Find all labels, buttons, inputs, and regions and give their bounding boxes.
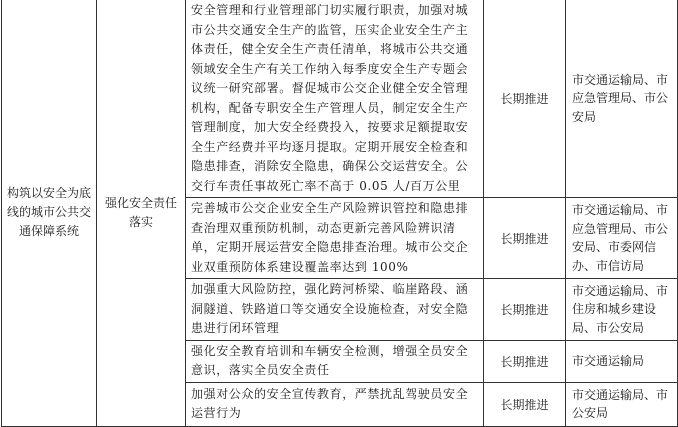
departments-cell: 市交通运输局、市应急管理局、市公安局、市委网信办、市信访局 xyxy=(566,198,678,279)
task-cell: 加强重大风险防控，强化跨河桥梁、临崖路段、涵洞隧道、铁路道口等交通安全设施检查，对安全隐患进行闭环管理 xyxy=(186,279,484,341)
task-cell: 加强对公众的安全宣传教育，严禁扰乱驾驶员安全运营行为 xyxy=(186,382,484,426)
category-cell: 构筑以安全为底线的城市公共交通保障系统 xyxy=(2,0,97,426)
departments-cell: 市交通运输局、市公安局 xyxy=(566,382,678,426)
subcategory-cell: 强化安全责任落实 xyxy=(97,0,186,426)
timeline-cell: 长期推进 xyxy=(484,382,566,426)
timeline-cell: 长期推进 xyxy=(484,0,566,198)
departments-cell: 市交通运输局、市住房和城乡建设局、市公安局 xyxy=(566,279,678,341)
task-cell: 强化安全教育培训和车辆安全检测，增强全员安全意识，落实全员安全责任 xyxy=(186,340,484,382)
timeline-cell: 长期推进 xyxy=(484,279,566,341)
task-cell: 安全管理和行业管理部门切实履行职责，加强对城市公共交通安全生产的监管，压实企业安全生产主体责任，健全安全生产责任清单，将城市公共交通领域安全生产有关工作纳入每季度安全生产专题会议统一研究部署。督促城市公交企业健全安全管理机构，配备专职安全生产管理人员，制定安全生产管理制度，加大安全经费投入，按要求足额提取安全生产经费并平均逐月提取。定期开展安全检查和隐患排查，消除安全隐患，确保公交运营安全。公交行车责任事故死亡率不高于 0.05 人/百万公里 xyxy=(186,0,484,198)
table-row xyxy=(2,0,678,198)
departments-cell: 市交通运输局、市应急管理局、市公安局 xyxy=(566,0,678,198)
task-cell: 完善城市公交企业安全生产风险辨识管控和隐患排查治理双重预防机制，动态更新完善风险辨识清单，定期开展运营安全隐患排查治理。城市公交企业双重预防体系建设覆盖率达到 100% xyxy=(186,198,484,279)
departments-cell: 市交通运输局 xyxy=(566,340,678,382)
timeline-cell: 长期推进 xyxy=(484,340,566,382)
timeline-cell: 长期推进 xyxy=(484,198,566,279)
safety-measures-table xyxy=(1,0,678,427)
